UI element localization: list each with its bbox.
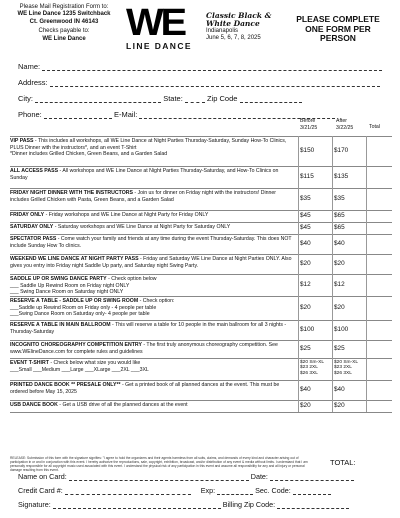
item-title: WEEKEND WE LINE DANCE AT NIGHT PARTY PASS	[10, 256, 139, 262]
city-field[interactable]	[35, 95, 161, 103]
item-note: ___ Saddle Up Rewind Room on Friday night ONLY ___ Swing Dance Room on Saturday night ONLY	[10, 282, 130, 296]
item-text: - All workshops and WE Line Dance at Night Parties Thursday-Saturday, and How-To Clinics on Sunday	[10, 168, 279, 181]
item-text: - Friday workshops and WE Line Dance at Night Party for Friday ONLY	[44, 212, 209, 218]
table-row	[10, 380, 392, 400]
total-field[interactable]	[368, 137, 392, 167]
total-field[interactable]	[368, 321, 392, 341]
total-column-header: Total	[369, 124, 380, 130]
total-field[interactable]	[368, 189, 392, 211]
item-description	[10, 342, 292, 355]
notice-line-1: PLEASE COMPLETE	[296, 14, 380, 24]
total-field[interactable]	[368, 235, 392, 255]
item-text: - Check option:	[138, 298, 175, 304]
signature-field[interactable]	[53, 501, 221, 509]
address-field[interactable]	[50, 79, 380, 87]
item-title: RESERVE A TABLE IN MAIN BALLROOM	[10, 322, 111, 328]
table-row	[10, 136, 392, 166]
after-price: $135	[334, 173, 349, 180]
notice-line-2: ONE FORM PER	[305, 23, 371, 34]
item-text: - Check option below	[106, 276, 157, 282]
item-description	[10, 256, 292, 269]
event-city: Indianapolis	[206, 28, 239, 34]
notice-line-3: PERSON	[320, 33, 356, 43]
item-title: RESERVE A TABLE - SADDLE UP OR SWING ROOM	[10, 298, 139, 304]
logo-subtext: LINE DANCE	[126, 41, 192, 51]
item-description	[10, 212, 292, 219]
after-price: $20 Sm-XL $23 2XL $26 3XL	[334, 360, 358, 376]
item-text: - Get a printed book of all planned dances at the event. This must be ordered before May 15, 2025	[10, 382, 280, 395]
total-label: TOTAL:	[330, 458, 356, 467]
item-title: USB DANCE BOOK	[10, 402, 58, 408]
table-row	[10, 296, 392, 320]
exp-label: Exp:	[200, 486, 216, 495]
item-description	[10, 138, 292, 158]
after-price: $20	[334, 402, 345, 409]
item-title: FRIDAY ONLY	[10, 212, 45, 218]
city-row	[18, 94, 302, 103]
name-field[interactable]	[42, 63, 382, 71]
item-description	[10, 190, 292, 203]
card-number-field-2[interactable]	[97, 487, 127, 495]
event-dates: June 5, 6, 7, 8, 2025	[206, 35, 261, 42]
table-row	[10, 234, 392, 254]
item-title: INCOGNITO CHOREOGRAPHY COMPETITION ENTRY	[10, 342, 142, 348]
column-divider	[298, 136, 299, 412]
before-price: $20 Sm-XL $23 2XL $26 3XL	[300, 360, 324, 376]
sec-code-label: Sec. Code:	[255, 486, 291, 495]
before-date: 3/21/25	[300, 124, 318, 131]
event-name-1: Classic Black &	[206, 11, 272, 20]
column-divider	[366, 136, 367, 412]
before-price: $45	[300, 224, 311, 231]
item-text: - Check below what size you would like	[48, 360, 141, 366]
item-text: - Come watch your family and friends at any time during the event Thursday-Saturday. This does NOT include Sunday How To clinics.	[10, 236, 292, 249]
after-price: $40	[334, 386, 345, 393]
item-title: PRINTED DANCE BOOK ** PRESALE ONLY**	[10, 382, 121, 388]
item-description	[10, 402, 292, 409]
zip-field[interactable]	[240, 95, 302, 103]
we-line-dance-logo	[126, 2, 204, 51]
phone-label: Phone:	[18, 110, 42, 119]
item-title: SATURDAY ONLY	[10, 224, 54, 230]
phone-field[interactable]	[44, 111, 112, 119]
item-note: *Dinner includes Grilled Chicken, Green Beans, and a Garden Salad	[10, 151, 168, 158]
before-price: $35	[300, 195, 311, 202]
before-price: $12	[300, 281, 311, 288]
logo-text: WE	[126, 2, 184, 44]
after-price: $25	[334, 345, 345, 352]
before-price: $20	[300, 402, 311, 409]
mail-line-1: Please Mail Registration Form to:	[19, 4, 109, 10]
event-name-2: White Dance	[206, 19, 260, 28]
table-row	[10, 210, 392, 222]
item-text: - Saturday workshops and WE Line Dance at Night Party for Saturday ONLY	[53, 224, 231, 230]
zip-label: Zip Code	[206, 94, 238, 103]
after-price: $40	[334, 240, 345, 247]
table-row	[10, 320, 392, 340]
after-price: $20	[334, 260, 345, 267]
event-info	[206, 12, 276, 42]
item-text: - Join us for dinner on Friday night with the instructors! Dinner includes Grilled Chicken with Pasta, Green Beans, and a Garden Salad	[10, 190, 276, 203]
total-field[interactable]	[368, 167, 392, 189]
after-price: $12	[334, 281, 345, 288]
phone-row	[18, 110, 335, 119]
after-price: $65	[334, 212, 345, 219]
date-label: Date:	[250, 472, 268, 481]
check-line-1: Checks payable to:	[38, 28, 90, 35]
table-row	[10, 358, 392, 380]
card-number-field-3[interactable]	[129, 487, 159, 495]
before-price: $100	[300, 326, 315, 333]
mail-info	[8, 4, 120, 43]
address-label: Address:	[18, 78, 48, 87]
table-row	[10, 222, 392, 234]
item-text: - This includes all workshops, all WE Line Dance at Night Parties Thursday-Saturday, Sunday How-To Clinics, PLUS Dinner with the instructors*, and an event T-Shirt	[10, 138, 287, 151]
item-text: - Get a USB drive of all the planned dances at the event	[57, 402, 188, 408]
name-on-card-label: Name on Card:	[18, 472, 67, 481]
table-row	[10, 400, 392, 412]
mail-line-3: Ct. Greenwood IN 46143	[29, 18, 99, 25]
before-price: $20	[300, 260, 311, 267]
after-column-header	[336, 118, 353, 131]
after-label: After	[336, 118, 347, 124]
item-description	[10, 322, 292, 335]
billing-zip-label: Billing Zip Code:	[222, 500, 276, 509]
item-description	[10, 360, 292, 373]
item-text: - Friday and Saturday WE Line Dance at Night Parties ONLY. Also gives you entry into Friday night Saddle Up party, and Saturday night Swing Party.	[10, 256, 292, 269]
item-description	[10, 298, 292, 318]
column-divider	[332, 136, 333, 412]
check-line-2: WE Line Dance	[42, 35, 86, 42]
total-field[interactable]	[368, 275, 392, 297]
item-description	[10, 236, 292, 249]
before-price: $25	[300, 345, 311, 352]
after-price: $20	[334, 304, 345, 311]
item-description	[10, 168, 292, 181]
state-field[interactable]	[185, 95, 205, 103]
table-row	[10, 166, 392, 188]
one-form-notice	[282, 15, 394, 44]
exp-field[interactable]	[217, 487, 253, 495]
after-price: $65	[334, 224, 345, 231]
card-number-field-1[interactable]	[65, 487, 95, 495]
card-name-row	[18, 472, 354, 481]
table-row	[10, 188, 392, 210]
name-row	[18, 62, 382, 71]
card-number-label: Credit Card #:	[18, 486, 63, 495]
address-row	[18, 78, 380, 87]
before-price: $40	[300, 386, 311, 393]
item-title: FRIDAY NIGHT DINNER WITH THE INSTRUCTORS	[10, 190, 133, 196]
before-label: Before	[300, 118, 316, 124]
before-price: $150	[300, 147, 315, 154]
item-note: ___Saddle up Rewind Room on Friday only - 4 people per table ___Swing Dance Room on Saturday only- 4 people per table	[10, 304, 157, 318]
item-note: ___Small ___Medium ___Large ___XLarge ___2XL ___3XL	[10, 366, 149, 373]
item-text: - The first truly anonymous choreography competition. See www.WElineDance.com for complete rules and guidelines	[10, 342, 278, 355]
city-label: City:	[18, 94, 33, 103]
before-column-header	[300, 118, 317, 131]
after-price: $35	[334, 195, 345, 202]
item-title: SADDLE UP OR SWING DANCE PARTY	[10, 276, 107, 282]
item-title: SPECTATOR PASS	[10, 236, 57, 242]
total-field[interactable]	[368, 381, 392, 401]
before-price: $40	[300, 240, 311, 247]
after-date: 3/22/25	[336, 124, 354, 131]
sec-code-field[interactable]	[293, 487, 331, 495]
before-price: $45	[300, 212, 311, 219]
total-field[interactable]	[368, 255, 392, 275]
name-on-card-field[interactable]	[69, 473, 249, 481]
item-description	[10, 276, 292, 296]
table-row	[10, 274, 392, 296]
name-label: Name:	[18, 62, 41, 71]
card-number-row	[18, 486, 331, 495]
mail-line-2: WE Line Dance 1235 Switchback	[17, 11, 111, 18]
total-field[interactable]	[368, 341, 392, 359]
table-row	[10, 254, 392, 274]
date-field[interactable]	[270, 473, 354, 481]
signature-label: Signature:	[18, 500, 51, 509]
item-text: - This will reserve a table for 10 people in the main ballroom for all 3 nights - Thursday-Saturday	[10, 322, 287, 335]
item-description	[10, 382, 292, 395]
table-bottom-rule	[10, 412, 392, 413]
item-title: EVENT T-SHIRT	[10, 360, 49, 366]
before-price: $115	[300, 173, 314, 180]
after-price: $100	[334, 326, 349, 333]
state-label: State:	[163, 94, 183, 103]
before-price: $20	[300, 304, 311, 311]
total-field[interactable]	[368, 297, 392, 321]
signature-row	[18, 500, 349, 509]
release-text: RELEASE: Submission of this form with the signature signifies: "I agree to hold the organizers and their agents harmless from all suits, claims, and demands of every kind and character arising out of participation in or and in conjunction with this event. I hereby authorize the reproductions, sale, copyright, exhibition, broadcast, and/or distribution of any event & media without limits. I understand that I am personally responsible for all copyright music used associated with this event. I understand the physical risk of any participation in this event and assume all responsibility for any and all injury or personal damage resulting from this event.	[10, 456, 308, 472]
email-label: E-Mail:	[113, 110, 138, 119]
item-title: ALL ACCESS PASS	[10, 168, 59, 174]
table-row	[10, 340, 392, 358]
item-description	[10, 224, 292, 231]
card-number-field-4[interactable]	[161, 487, 191, 495]
total-field[interactable]	[368, 359, 392, 381]
after-price: $170	[334, 147, 349, 154]
billing-zip-field[interactable]	[277, 501, 349, 509]
item-title: VIP PASS	[10, 138, 34, 144]
